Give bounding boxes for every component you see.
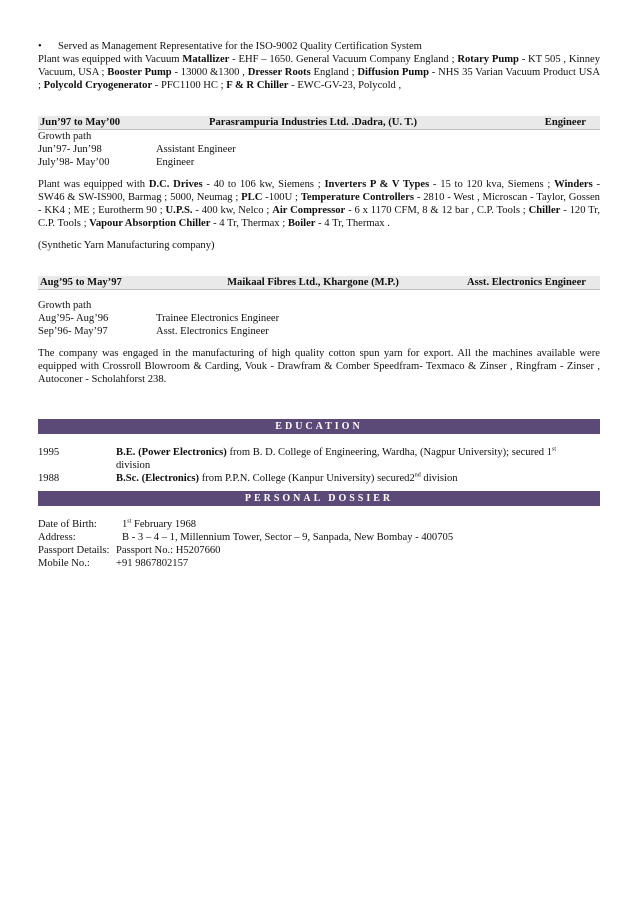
- equipment-detail: - PFC1100 HC ;: [152, 80, 227, 91]
- role-name: Trainee Electronics Engineer: [156, 313, 280, 324]
- role-row: [38, 143, 600, 156]
- mobile-row: [38, 557, 600, 570]
- job-company: Maikaal Fibres Ltd., Khargone (M.P.): [227, 277, 399, 288]
- equipment-name: Winders: [554, 179, 593, 190]
- equipment-name: U.P.S.: [165, 205, 193, 216]
- equipment-detail: - EWC-GV-23, Polycold ,: [288, 80, 402, 91]
- resume-page: [38, 40, 600, 570]
- passport-value: Passport No.: H5207660: [116, 545, 221, 556]
- equipment-detail: - 4 Tr, Thermax .: [315, 218, 390, 229]
- equipment-name: Rotary Pump: [457, 54, 519, 65]
- equipment-detail: - EHF – 1650. General Vacuum Company England ;: [229, 54, 458, 65]
- education-degree: B.Sc. (Electronics): [116, 473, 200, 484]
- equipment-detail: Plant was equipped with: [38, 179, 149, 190]
- equipment-detail: Plant was equipped with Vacuum: [38, 54, 183, 65]
- equipment-name: Dresser Roots: [247, 67, 311, 78]
- dob-row: [38, 518, 600, 531]
- equipment-detail: - 2810 - West , Microscan - Taylor, Gossen - KK4 ; ME ; Eurotherm 90 ;: [38, 192, 600, 216]
- equipment-name: Vapour Absorption Chiller: [89, 218, 211, 229]
- role-name: Engineer: [156, 157, 195, 168]
- iso-text: Served as Management Representative for the ISO-9002 Quality Certification System: [58, 41, 422, 52]
- job2-description: The company was engaged in the manufacturing of high quality cotton spun yarn for export. All the machines available were equipped with Crossroll Blowroom & Carding, Vouk - Drawfram & Comber Speedfram- Texmaco & Zinser , Ringfram - Zinser , Autoconer - Scholahforst 238.: [38, 348, 600, 385]
- role-row: [38, 156, 600, 169]
- equipment-name: Polycold Cryogenerator: [43, 80, 153, 91]
- job-header-parasrampuria: [38, 116, 600, 130]
- role-row: [38, 312, 600, 325]
- equipment-detail: - SW46 & SW-IS900, Barmag ; 5000, Neumag ;: [38, 179, 600, 203]
- education-year: 1988: [38, 473, 60, 484]
- education-row: [38, 472, 600, 485]
- personal-dossier-heading: PERSONAL DOSSIER: [38, 491, 600, 506]
- education-heading: EDUCATION: [38, 419, 600, 434]
- equipment-name: Inverters P & V Types: [324, 179, 430, 190]
- job-title: Engineer: [544, 117, 586, 128]
- education-degree: B.E. (Power Electronics): [116, 447, 227, 458]
- equipment-detail: - 120 Tr, C.P. Tools ;: [38, 205, 600, 229]
- growth-path-label: Growth path: [38, 300, 92, 311]
- dob-value: 1st February 1968: [122, 518, 197, 530]
- equipment-detail: - NHS 35 Varian Vacuum Product USA ;: [38, 67, 600, 91]
- equipment-detail: - 4 Tr, Thermax ;: [210, 218, 288, 229]
- equipment-name: Air Compressor: [272, 205, 346, 216]
- top-plant-paragraph: [38, 53, 600, 92]
- bullet-item-iso: [38, 40, 600, 53]
- equipment-detail: - 6 x 1170 CFM, 8 & 12 bar , C.P. Tools ;: [345, 205, 529, 216]
- address-label: Address:: [38, 532, 76, 543]
- equipment-name: Boiler: [287, 218, 316, 229]
- equipment-detail: - 400 kw, Nelco ;: [192, 205, 273, 216]
- job-title: Asst. Electronics Engineer: [467, 277, 586, 288]
- role-dates: July’98- May’00: [38, 157, 110, 168]
- education-text: B.E. (Power Electronics) from B. D. College of Engineering, Wardha, (Nagpur University); secured 1st division: [116, 446, 557, 471]
- equipment-detail: England ;: [310, 67, 358, 78]
- role-row: [38, 325, 600, 338]
- company-type-note: (Synthetic Yarn Manufacturing company): [38, 240, 215, 251]
- passport-label: Passport Details:: [38, 545, 110, 556]
- job-company: Parasrampuria Industries Ltd. .Dadra, (U. T.): [209, 117, 417, 128]
- equipment-detail: -100U ;: [262, 192, 301, 203]
- job-period: Jun’97 to May’00: [40, 117, 121, 128]
- role-dates: Jun’97- Jun’98: [38, 144, 102, 155]
- equipment-name: Booster Pump: [107, 67, 172, 78]
- role-name: Assistant Engineer: [156, 144, 236, 155]
- equipment-name: Diffusion Pump: [357, 67, 430, 78]
- mobile-label: Mobile No.:: [38, 558, 90, 569]
- job1-plant-paragraph: [38, 178, 600, 230]
- equipment-detail: - 15 to 120 kva, Siemens ;: [429, 179, 555, 190]
- equipment-name: F & R Chiller: [226, 80, 289, 91]
- equipment-name: Matallizer: [182, 54, 230, 65]
- mobile-value: +91 9867802157: [116, 558, 189, 569]
- role-name: Asst. Electronics Engineer: [156, 326, 269, 337]
- equipment-detail: - KT 505 , Kinney Vacuum, USA ;: [38, 54, 601, 78]
- passport-row: [38, 544, 600, 557]
- role-dates: Aug’95- Aug’96: [38, 313, 109, 324]
- education-text: B.Sc. (Electronics) from P.P.N. College (Kanpur University) secured2nd division: [116, 472, 458, 484]
- role-dates: Sep’96- May’97: [38, 326, 108, 337]
- growth-path-label: Growth path: [38, 131, 92, 142]
- dob-label: Date of Birth:: [38, 519, 97, 530]
- equipment-name: Temperature Controllers: [300, 192, 415, 203]
- job-period: Aug’95 to May’97: [40, 277, 122, 288]
- equipment-name: D.C. Drives: [148, 179, 203, 190]
- bullet-icon: •: [38, 41, 42, 52]
- address-row: [38, 531, 600, 544]
- education-year: 1995: [38, 447, 60, 458]
- equipment-name: PLC: [241, 192, 263, 203]
- equipment-name: Chiller: [528, 205, 561, 216]
- equipment-detail: - 40 to 106 kw, Siemens ;: [202, 179, 325, 190]
- address-value: B - 3 – 4 – 1, Millennium Tower, Sector – 9, Sanpada, New Bombay - 400705: [122, 532, 454, 543]
- job-header-maikaal: [38, 276, 600, 290]
- equipment-detail: - 13000 &1300 ,: [171, 67, 248, 78]
- education-row: [38, 446, 600, 472]
